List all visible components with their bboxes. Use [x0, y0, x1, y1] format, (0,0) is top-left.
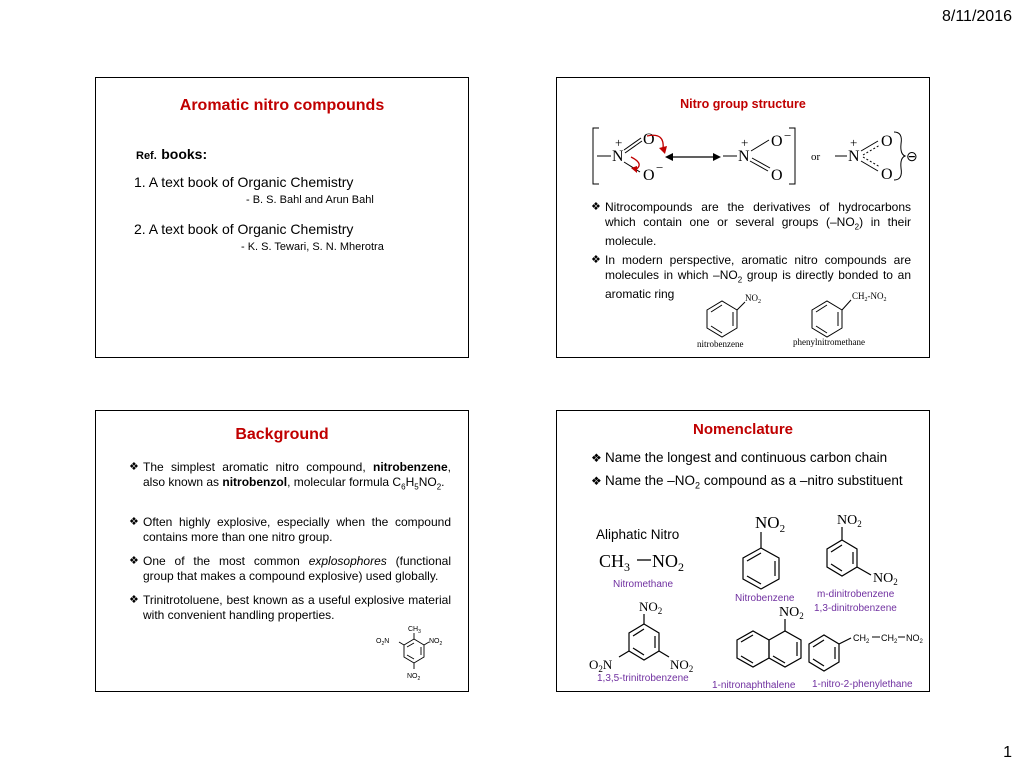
no2-label: $NO_2$	[745, 293, 761, 305]
slide-title: Aromatic nitro compounds	[179, 97, 385, 114]
atom-o: O	[881, 166, 893, 183]
nomenclature-structures	[557, 506, 929, 692]
atom-o: O	[643, 131, 655, 148]
no2-label: $NO_2$	[906, 633, 923, 645]
page-number: 1	[1003, 744, 1012, 761]
bullet-modern-perspective: ❖ In modern perspective, aromatic nitro compounds are molecules in which $-NO_2$ group is directly bonded to an aromatic ring	[591, 253, 911, 302]
negative-charge-symbol: ⊖	[906, 150, 918, 165]
m-dinitrobenzene-label: m-dinitrobenzene	[817, 589, 895, 600]
slide-title: Background	[235, 426, 329, 443]
atom-n: N	[612, 148, 624, 165]
nitromethane-formula: $CH_3$	[599, 551, 631, 574]
ref-books-label: Ref. books:	[136, 146, 208, 162]
no2-label: $NO_2$	[639, 599, 663, 616]
slide-nitro-group-structure	[556, 77, 930, 358]
no2-label: $NO_2$	[652, 551, 684, 574]
resonance-structures-diagram	[585, 124, 931, 188]
atom-o: O	[771, 133, 783, 150]
no2-label: $NO_2$	[429, 638, 443, 647]
ch3-label: $CH_3$	[408, 626, 421, 635]
plus-charge: +	[615, 135, 623, 150]
atom-n: N	[848, 148, 860, 165]
minus-charge: −	[784, 128, 792, 143]
nitrobenzene-label: nitrobenzene	[697, 339, 744, 348]
bullet-longest-chain: ❖ Name the longest and continuous carbon chain	[591, 450, 888, 465]
ch2-no2-label: $CH_2-NO_2$	[852, 291, 887, 303]
phenylnitromethane-label: phenylnitromethane	[793, 337, 865, 347]
atom-n: N	[738, 148, 750, 165]
tnt-structure	[372, 621, 452, 683]
o2n-label: $O_2N$	[376, 638, 390, 647]
slide-background	[95, 410, 469, 692]
slide-date: 8/11/2016	[942, 8, 1012, 25]
or-label: or	[811, 151, 821, 163]
nitromethane-label: Nitromethane	[613, 579, 674, 590]
plus-charge: +	[741, 135, 749, 150]
atom-o: O	[771, 167, 783, 184]
no2-label: $NO_2$	[837, 513, 862, 529]
book1-title: 1. A text book of Organic Chemistry	[134, 174, 354, 190]
ethyl-chain-label: $CH_2$	[881, 633, 898, 645]
nitrobenzene-structures	[687, 288, 912, 348]
bullet-simplest-compound: ❖ The simplest aromatic nitro compound, nitrobenzene, also known as nitrobenzol, molecular formula $C_6H_5NO_2$.	[129, 460, 451, 492]
bullet-trinitrotoluene: ❖ Trinitrotoluene, best known as a useful explosive material with convenient handling properties.	[129, 593, 451, 622]
slide-aromatic-nitro-compounds	[95, 77, 469, 358]
nitro-phenylethane-label: 1-nitro-2-phenylethane	[812, 679, 913, 690]
plus-charge: +	[850, 135, 858, 150]
slide-nomenclature	[556, 410, 930, 692]
nitrobenzene-label: Nitrobenzene	[735, 593, 795, 604]
ethyl-chain-label: $CH_2$	[853, 633, 870, 645]
book1-authors: - B. S. Bahl and Arun Bahl	[246, 194, 374, 206]
no2-label: $NO_2$	[670, 657, 694, 674]
aliphatic-nitro-label: Aliphatic Nitro	[596, 527, 680, 542]
bullet-explosive: ❖ Often highly explosive, especially when the compound contains more than one nitro group.	[129, 515, 451, 544]
slide-title: Nomenclature	[692, 421, 794, 438]
book2-authors: - K. S. Tewari, S. N. Mherotra	[241, 241, 384, 253]
bullet-nitrocompounds-definition: ❖ Nitrocompounds are the derivatives of hydrocarbons which contain one or several groups $(-NO_2)$ in their molecule.	[591, 200, 911, 249]
book2-title: 2. A text book of Organic Chemistry	[134, 221, 354, 237]
no2-label: $NO_2$	[755, 513, 786, 535]
slide-title: Nitro group structure	[680, 97, 806, 111]
nitronaphthalene-label: 1-nitronaphthalene	[712, 680, 796, 691]
minus-charge: −	[656, 160, 664, 175]
o2n-label: $O_2N$	[589, 657, 613, 674]
bullet-explosophores: ❖ One of the most common explosophores (functional group that makes a compound explosive) used globally.	[129, 554, 451, 583]
no2-label: $NO_2$	[873, 571, 898, 587]
trinitrobenzene-label: 1,3,5-trinitrobenzene	[597, 673, 689, 684]
dinitrobenzene-label: 1,3-dinitrobenzene	[814, 603, 897, 614]
atom-o: O	[643, 167, 655, 184]
atom-o: O	[881, 133, 893, 150]
no2-label: $NO_2$	[407, 673, 421, 682]
bullet-nitro-substituent: ❖ Name the $-NO_2$ compound as a –nitro substituent	[591, 473, 903, 491]
no2-label: $NO_2$	[779, 605, 804, 621]
